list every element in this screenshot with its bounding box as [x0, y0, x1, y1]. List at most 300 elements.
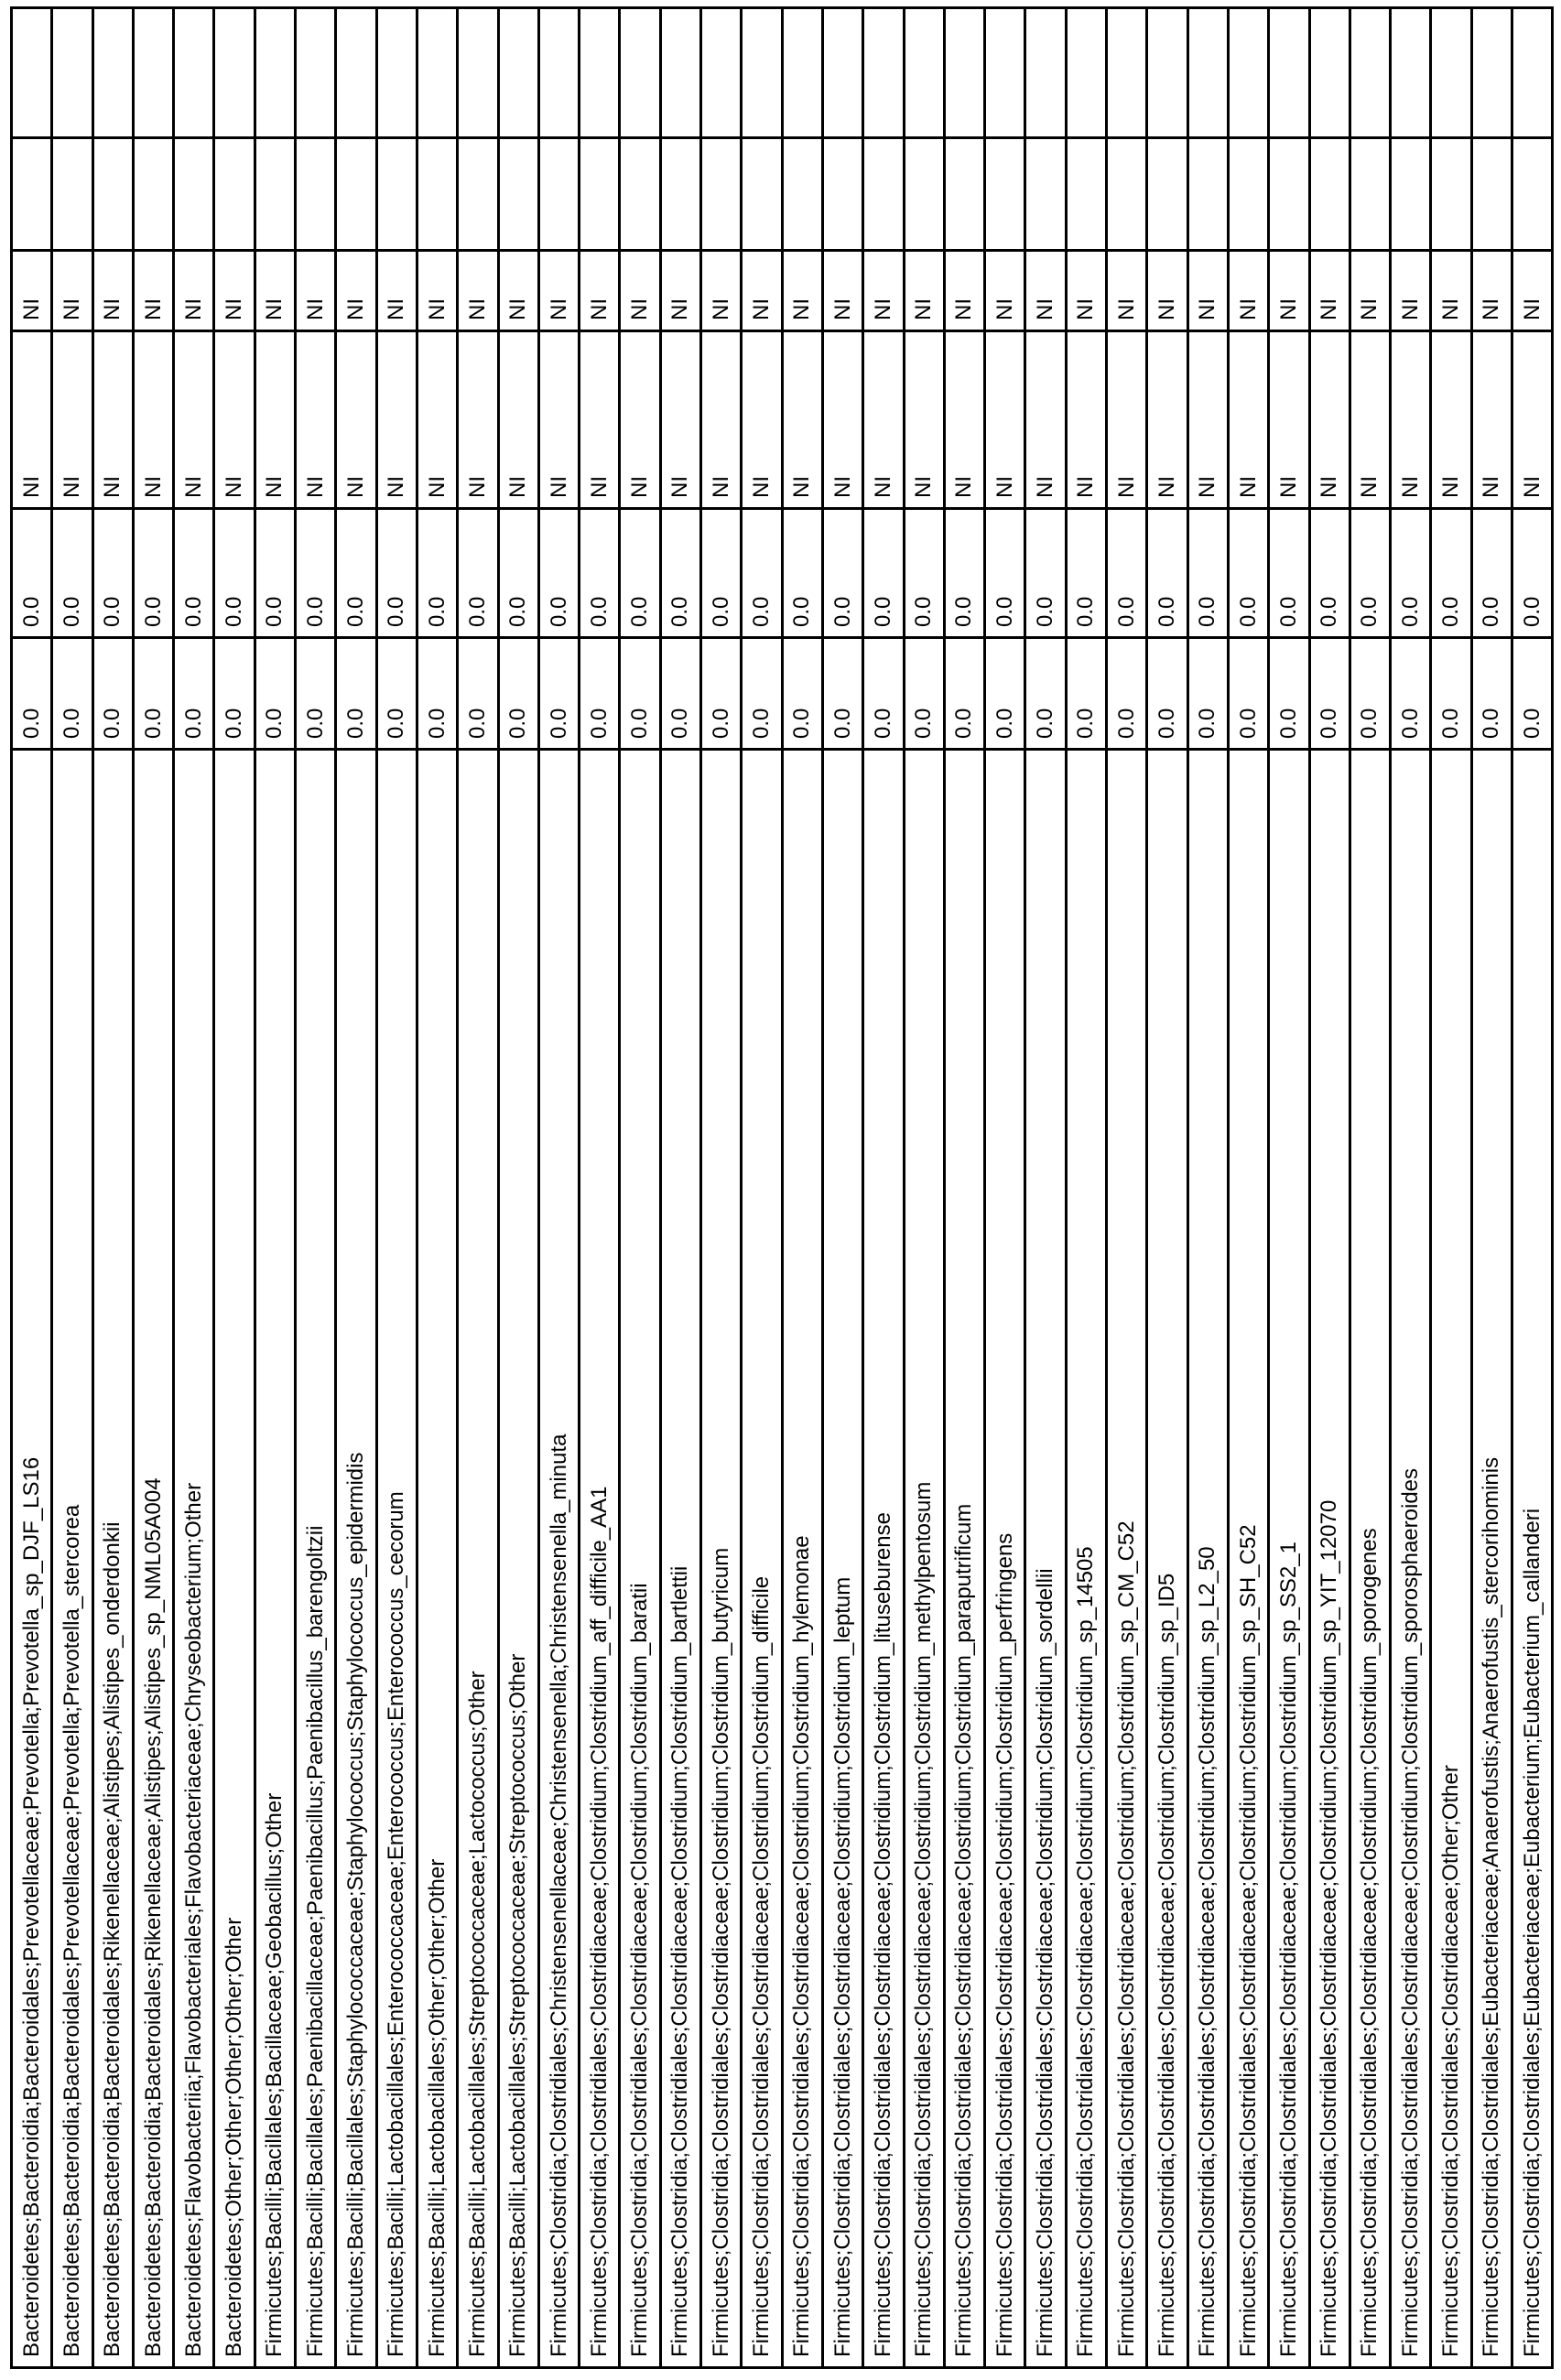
- empty-cell-1: [1309, 138, 1350, 251]
- ni-cell-2: NI: [660, 251, 700, 331]
- ni-cell-2: NI: [458, 251, 498, 331]
- value-cell-1: 0.0: [742, 638, 782, 750]
- taxonomy-cell: Bacteroidetes;Bacteroidia;Bacteroidales;Rikenellaceae;Alistipes;Alistipes_onderdonkii: [92, 750, 133, 2368]
- value-cell-1: 0.0: [580, 638, 620, 750]
- empty-cell-1: [580, 138, 620, 251]
- table-row: [1147, 8, 1187, 2368]
- ni-cell-2: NI: [822, 251, 862, 331]
- ni-cell-1: NI: [12, 331, 52, 509]
- value-cell-2: 0.0: [1269, 509, 1309, 638]
- ni-cell-2: NI: [336, 251, 376, 331]
- empty-cell-2: [498, 8, 538, 138]
- taxonomy-cell: Firmicutes;Clostridia;Clostridiales;Clostridiaceae;Clostridium;Clostridium_bartlettii: [660, 750, 700, 2368]
- ni-cell-1: NI: [1431, 331, 1471, 509]
- ni-cell-1: NI: [498, 331, 538, 509]
- value-cell-2: 0.0: [1107, 509, 1147, 638]
- value-cell-2: 0.0: [417, 509, 457, 638]
- value-cell-2: 0.0: [742, 509, 782, 638]
- empty-cell-2: [1269, 8, 1309, 138]
- taxonomy-cell: Firmicutes;Clostridia;Clostridiales;Clostridiaceae;Clostridium;Clostridium_sp_SS2_1: [1269, 750, 1309, 2368]
- table-row: [863, 8, 904, 2368]
- ni-cell-1: NI: [1309, 331, 1350, 509]
- value-cell-2: 0.0: [1350, 509, 1390, 638]
- empty-cell-1: [52, 138, 92, 251]
- empty-cell-1: [1431, 138, 1471, 251]
- ni-cell-1: NI: [620, 331, 660, 509]
- empty-cell-2: [1025, 8, 1066, 138]
- taxonomy-cell: Firmicutes;Clostridia;Clostridiales;Clostridiaceae;Clostridium;Clostridium_leptum: [822, 750, 862, 2368]
- taxonomy-table: [10, 6, 1554, 2369]
- table-row: [1431, 8, 1471, 2368]
- ni-cell-2: NI: [1431, 251, 1471, 331]
- empty-cell-2: [12, 8, 52, 138]
- value-cell-1: 0.0: [174, 638, 214, 750]
- ni-cell-2: NI: [52, 251, 92, 331]
- ni-cell-1: NI: [944, 331, 984, 509]
- ni-cell-1: NI: [822, 331, 862, 509]
- ni-cell-1: NI: [214, 331, 255, 509]
- empty-cell-1: [1107, 138, 1147, 251]
- taxonomy-cell: Bacteroidetes;Flavobacteriia;Flavobacteriales;Flavobacteriaceae;Chryseobacterium;Other: [174, 750, 214, 2368]
- value-cell-2: 0.0: [52, 509, 92, 638]
- empty-cell-1: [822, 138, 862, 251]
- value-cell-2: 0.0: [660, 509, 700, 638]
- value-cell-1: 0.0: [1391, 638, 1431, 750]
- value-cell-1: 0.0: [660, 638, 700, 750]
- value-cell-1: 0.0: [1187, 638, 1228, 750]
- table-row: [944, 8, 984, 2368]
- value-cell-1: 0.0: [417, 638, 457, 750]
- taxonomy-cell: Firmicutes;Clostridia;Clostridiales;Christensenellaceae;Christensenella;Christensenella_minuta: [538, 750, 579, 2368]
- ni-cell-2: NI: [133, 251, 173, 331]
- value-cell-1: 0.0: [376, 638, 417, 750]
- table-row: [782, 8, 822, 2368]
- value-cell-2: 0.0: [1471, 509, 1512, 638]
- ni-cell-2: NI: [538, 251, 579, 331]
- value-cell-1: 0.0: [1147, 638, 1187, 750]
- taxonomy-cell: Firmicutes;Clostridia;Clostridiales;Clostridiaceae;Clostridium;Clostridium_methylpentosum: [904, 750, 944, 2368]
- ni-cell-1: NI: [1391, 331, 1431, 509]
- value-cell-1: 0.0: [214, 638, 255, 750]
- value-cell-1: 0.0: [296, 638, 336, 750]
- empty-cell-2: [742, 8, 782, 138]
- empty-cell-2: [1107, 8, 1147, 138]
- empty-cell-2: [1187, 8, 1228, 138]
- table-row: [701, 8, 742, 2368]
- empty-cell-1: [92, 138, 133, 251]
- ni-cell-1: NI: [904, 331, 944, 509]
- empty-cell-1: [133, 138, 173, 251]
- ni-cell-2: NI: [296, 251, 336, 331]
- value-cell-1: 0.0: [498, 638, 538, 750]
- taxonomy-cell: Firmicutes;Bacilli;Lactobacillales;Other;Other;Other: [417, 750, 457, 2368]
- table-row: [660, 8, 700, 2368]
- value-cell-2: 0.0: [214, 509, 255, 638]
- value-cell-1: 0.0: [92, 638, 133, 750]
- empty-cell-2: [1228, 8, 1268, 138]
- table-row: [12, 8, 52, 2368]
- ni-cell-1: NI: [782, 331, 822, 509]
- empty-cell-1: [1350, 138, 1390, 251]
- value-cell-1: 0.0: [1269, 638, 1309, 750]
- empty-cell-2: [782, 8, 822, 138]
- empty-cell-2: [1147, 8, 1187, 138]
- empty-cell-1: [255, 138, 295, 251]
- empty-cell-1: [1228, 138, 1268, 251]
- ni-cell-1: NI: [52, 331, 92, 509]
- empty-cell-2: [944, 8, 984, 138]
- taxonomy-cell: Firmicutes;Bacilli;Lactobacillales;Streptococcaceae;Streptococcus;Other: [498, 750, 538, 2368]
- value-cell-2: 0.0: [1147, 509, 1187, 638]
- empty-cell-2: [1431, 8, 1471, 138]
- table-row: [174, 8, 214, 2368]
- ni-cell-2: NI: [1471, 251, 1512, 331]
- value-cell-2: 0.0: [985, 509, 1025, 638]
- value-cell-1: 0.0: [52, 638, 92, 750]
- taxonomy-cell: Bacteroidetes;Bacteroidia;Bacteroidales;Prevotellaceae;Prevotella;Prevotella_stercorea: [52, 750, 92, 2368]
- value-cell-1: 0.0: [255, 638, 295, 750]
- ni-cell-1: NI: [1512, 331, 1552, 509]
- empty-cell-2: [1471, 8, 1512, 138]
- taxonomy-cell: Firmicutes;Clostridia;Clostridiales;Clostridiaceae;Clostridium;Clostridium_sp_14505: [1066, 750, 1106, 2368]
- table-row: [1512, 8, 1552, 2368]
- value-cell-2: 0.0: [1066, 509, 1106, 638]
- empty-cell-2: [620, 8, 660, 138]
- taxonomy-cell: Firmicutes;Clostridia;Clostridiales;Clostridiaceae;Clostridium;Clostridium_butyricum: [701, 750, 742, 2368]
- ni-cell-1: NI: [1187, 331, 1228, 509]
- table-row: [1025, 8, 1066, 2368]
- table-row: [498, 8, 538, 2368]
- ni-cell-2: NI: [1391, 251, 1431, 331]
- value-cell-2: 0.0: [944, 509, 984, 638]
- ni-cell-1: NI: [174, 331, 214, 509]
- ni-cell-2: NI: [1269, 251, 1309, 331]
- ni-cell-1: NI: [863, 331, 904, 509]
- ni-cell-2: NI: [1107, 251, 1147, 331]
- value-cell-2: 0.0: [580, 509, 620, 638]
- value-cell-2: 0.0: [1512, 509, 1552, 638]
- empty-cell-1: [1269, 138, 1309, 251]
- value-cell-2: 0.0: [904, 509, 944, 638]
- empty-cell-2: [376, 8, 417, 138]
- ni-cell-2: NI: [580, 251, 620, 331]
- value-cell-1: 0.0: [782, 638, 822, 750]
- taxonomy-cell: Bacteroidetes;Other;Other;Other;Other;Other: [214, 750, 255, 2368]
- empty-cell-2: [1391, 8, 1431, 138]
- value-cell-2: 0.0: [538, 509, 579, 638]
- empty-cell-2: [904, 8, 944, 138]
- ni-cell-1: NI: [1471, 331, 1512, 509]
- empty-cell-1: [538, 138, 579, 251]
- taxonomy-cell: Firmicutes;Clostridia;Clostridiales;Clostridiaceae;Clostridium;Clostridium_aff_difficile_AA1: [580, 750, 620, 2368]
- value-cell-2: 0.0: [376, 509, 417, 638]
- value-cell-2: 0.0: [174, 509, 214, 638]
- taxonomy-cell: Firmicutes;Clostridia;Clostridiales;Clostridiaceae;Clostridium;Clostridium_sp_L2_50: [1187, 750, 1228, 2368]
- ni-cell-2: NI: [1147, 251, 1187, 331]
- empty-cell-2: [52, 8, 92, 138]
- ni-cell-2: NI: [174, 251, 214, 331]
- value-cell-1: 0.0: [1228, 638, 1268, 750]
- empty-cell-1: [336, 138, 376, 251]
- ni-cell-1: NI: [255, 331, 295, 509]
- empty-cell-1: [944, 138, 984, 251]
- ni-cell-2: NI: [214, 251, 255, 331]
- table-row: [92, 8, 133, 2368]
- ni-cell-1: NI: [742, 331, 782, 509]
- value-cell-2: 0.0: [863, 509, 904, 638]
- empty-cell-1: [458, 138, 498, 251]
- empty-cell-2: [1512, 8, 1552, 138]
- value-cell-1: 0.0: [1471, 638, 1512, 750]
- empty-cell-2: [1066, 8, 1106, 138]
- value-cell-1: 0.0: [458, 638, 498, 750]
- empty-cell-2: [985, 8, 1025, 138]
- table-row: [1309, 8, 1350, 2368]
- taxonomy-cell: Firmicutes;Clostridia;Clostridiales;Clostridiaceae;Clostridium;Clostridium_paraputrificum: [944, 750, 984, 2368]
- taxonomy-cell: Firmicutes;Bacilli;Lactobacillales;Enterococcaceae;Enterococcus;Enterococcus_cecorum: [376, 750, 417, 2368]
- value-cell-2: 0.0: [1187, 509, 1228, 638]
- empty-cell-1: [904, 138, 944, 251]
- value-cell-2: 0.0: [92, 509, 133, 638]
- value-cell-2: 0.0: [1309, 509, 1350, 638]
- empty-cell-2: [660, 8, 700, 138]
- empty-cell-2: [133, 8, 173, 138]
- value-cell-2: 0.0: [782, 509, 822, 638]
- value-cell-2: 0.0: [296, 509, 336, 638]
- empty-cell-2: [1350, 8, 1390, 138]
- ni-cell-2: NI: [985, 251, 1025, 331]
- value-cell-1: 0.0: [1350, 638, 1390, 750]
- table-row: [296, 8, 336, 2368]
- ni-cell-1: NI: [1350, 331, 1390, 509]
- ni-cell-2: NI: [1066, 251, 1106, 331]
- value-cell-2: 0.0: [701, 509, 742, 638]
- ni-cell-1: NI: [417, 331, 457, 509]
- ni-cell-2: NI: [376, 251, 417, 331]
- ni-cell-1: NI: [133, 331, 173, 509]
- ni-cell-2: NI: [498, 251, 538, 331]
- empty-cell-1: [417, 138, 457, 251]
- ni-cell-2: NI: [701, 251, 742, 331]
- value-cell-2: 0.0: [1431, 509, 1471, 638]
- table-row: [214, 8, 255, 2368]
- table-row: [1066, 8, 1106, 2368]
- empty-cell-2: [255, 8, 295, 138]
- taxonomy-cell: Firmicutes;Clostridia;Clostridiales;Clostridiaceae;Other;Other: [1431, 750, 1471, 2368]
- value-cell-1: 0.0: [620, 638, 660, 750]
- table-row: [1107, 8, 1147, 2368]
- empty-cell-1: [1025, 138, 1066, 251]
- table-row: [458, 8, 498, 2368]
- value-cell-2: 0.0: [1025, 509, 1066, 638]
- ni-cell-2: NI: [255, 251, 295, 331]
- ni-cell-1: NI: [701, 331, 742, 509]
- value-cell-2: 0.0: [1391, 509, 1431, 638]
- ni-cell-1: NI: [985, 331, 1025, 509]
- table-row: [538, 8, 579, 2368]
- taxonomy-cell: Firmicutes;Clostridia;Clostridiales;Clostridiaceae;Clostridium;Clostridium_perfringens: [985, 750, 1025, 2368]
- empty-cell-1: [1391, 138, 1431, 251]
- empty-cell-2: [580, 8, 620, 138]
- table-body: [12, 8, 1553, 2368]
- taxonomy-cell: Firmicutes;Clostridia;Clostridiales;Eubacteriaceae;Eubacterium;Eubacterium_callanderi: [1512, 750, 1552, 2368]
- ni-cell-2: NI: [1025, 251, 1066, 331]
- empty-cell-1: [701, 138, 742, 251]
- table-row: [336, 8, 376, 2368]
- empty-cell-1: [1187, 138, 1228, 251]
- table-row: [985, 8, 1025, 2368]
- table-row: [133, 8, 173, 2368]
- ni-cell-2: NI: [92, 251, 133, 331]
- value-cell-1: 0.0: [985, 638, 1025, 750]
- empty-cell-1: [863, 138, 904, 251]
- taxonomy-cell: Firmicutes;Clostridia;Clostridiales;Clostridiaceae;Clostridium;Clostridium_sordellii: [1025, 750, 1066, 2368]
- ni-cell-1: NI: [1066, 331, 1106, 509]
- ni-cell-1: NI: [1147, 331, 1187, 509]
- ni-cell-1: NI: [458, 331, 498, 509]
- value-cell-1: 0.0: [701, 638, 742, 750]
- taxonomy-cell: Bacteroidetes;Bacteroidia;Bacteroidales;Prevotellaceae;Prevotella;Prevotella_sp_DJF_LS16: [12, 750, 52, 2368]
- taxonomy-cell: Firmicutes;Clostridia;Clostridiales;Eubacteriaceae;Anaerofustis;Anaerofustis_stercorihominis: [1471, 750, 1512, 2368]
- taxonomy-cell: Firmicutes;Bacilli;Bacillales;Paenibacillaceae;Paenibacillus;Paenibacillus_barengoltzii: [296, 750, 336, 2368]
- table-row: [580, 8, 620, 2368]
- ni-cell-1: NI: [1269, 331, 1309, 509]
- value-cell-1: 0.0: [1107, 638, 1147, 750]
- taxonomy-cell: Firmicutes;Clostridia;Clostridiales;Clostridiaceae;Clostridium;Clostridium_sp_ID5: [1147, 750, 1187, 2368]
- value-cell-1: 0.0: [133, 638, 173, 750]
- ni-cell-1: NI: [376, 331, 417, 509]
- value-cell-1: 0.0: [1512, 638, 1552, 750]
- rotated-table-container: [10, 9, 1552, 2369]
- empty-cell-1: [1147, 138, 1187, 251]
- ni-cell-2: NI: [1350, 251, 1390, 331]
- empty-cell-1: [660, 138, 700, 251]
- value-cell-2: 0.0: [255, 509, 295, 638]
- table-row: [417, 8, 457, 2368]
- taxonomy-cell: Firmicutes;Clostridia;Clostridiales;Clostridiaceae;Clostridium;Clostridium_hylemonae: [782, 750, 822, 2368]
- taxonomy-cell: Firmicutes;Bacilli;Lactobacillales;Streptococcaceae;Lactococcus;Other: [458, 750, 498, 2368]
- taxonomy-cell: Firmicutes;Bacilli;Bacillales;Bacillaceae;Geobacillus;Other: [255, 750, 295, 2368]
- table-row: [255, 8, 295, 2368]
- taxonomy-cell: Firmicutes;Clostridia;Clostridiales;Clostridiaceae;Clostridium;Clostridium_sp_YIT_12070: [1309, 750, 1350, 2368]
- empty-cell-2: [701, 8, 742, 138]
- ni-cell-2: NI: [1309, 251, 1350, 331]
- value-cell-2: 0.0: [620, 509, 660, 638]
- ni-cell-2: NI: [1187, 251, 1228, 331]
- value-cell-1: 0.0: [1431, 638, 1471, 750]
- table-row: [1269, 8, 1309, 2368]
- ni-cell-1: NI: [580, 331, 620, 509]
- ni-cell-2: NI: [742, 251, 782, 331]
- empty-cell-2: [214, 8, 255, 138]
- value-cell-2: 0.0: [458, 509, 498, 638]
- empty-cell-2: [822, 8, 862, 138]
- table-row: [904, 8, 944, 2368]
- taxonomy-cell: Bacteroidetes;Bacteroidia;Bacteroidales;Rikenellaceae;Alistipes;Alistipes_sp_NML05A004: [133, 750, 173, 2368]
- empty-cell-1: [1512, 138, 1552, 251]
- empty-cell-1: [214, 138, 255, 251]
- taxonomy-cell: Firmicutes;Clostridia;Clostridiales;Clostridiaceae;Clostridium;Clostridium_sporogenes: [1350, 750, 1390, 2368]
- value-cell-2: 0.0: [822, 509, 862, 638]
- table-row: [1228, 8, 1268, 2368]
- table-row: [822, 8, 862, 2368]
- ni-cell-2: NI: [12, 251, 52, 331]
- empty-cell-2: [296, 8, 336, 138]
- ni-cell-1: NI: [660, 331, 700, 509]
- empty-cell-2: [417, 8, 457, 138]
- ni-cell-2: NI: [782, 251, 822, 331]
- table-row: [1471, 8, 1512, 2368]
- table-row: [376, 8, 417, 2368]
- empty-cell-2: [1309, 8, 1350, 138]
- value-cell-2: 0.0: [133, 509, 173, 638]
- ni-cell-1: NI: [1228, 331, 1268, 509]
- ni-cell-1: NI: [296, 331, 336, 509]
- empty-cell-1: [296, 138, 336, 251]
- taxonomy-cell: Firmicutes;Clostridia;Clostridiales;Clostridiaceae;Clostridium;Clostridium_difficile: [742, 750, 782, 2368]
- empty-cell-1: [174, 138, 214, 251]
- taxonomy-cell: Firmicutes;Clostridia;Clostridiales;Clostridiaceae;Clostridium;Clostridium_lituseburense: [863, 750, 904, 2368]
- taxonomy-cell: Firmicutes;Clostridia;Clostridiales;Clostridiaceae;Clostridium;Clostridium_sp_SH_C52: [1228, 750, 1268, 2368]
- empty-cell-1: [742, 138, 782, 251]
- empty-cell-2: [336, 8, 376, 138]
- empty-cell-2: [863, 8, 904, 138]
- table-row: [1391, 8, 1431, 2368]
- ni-cell-2: NI: [1228, 251, 1268, 331]
- empty-cell-2: [538, 8, 579, 138]
- table-row: [52, 8, 92, 2368]
- empty-cell-1: [782, 138, 822, 251]
- taxonomy-cell: Firmicutes;Clostridia;Clostridiales;Clostridiaceae;Clostridium;Clostridium_sp_CM_C52: [1107, 750, 1147, 2368]
- taxonomy-cell: Firmicutes;Bacilli;Bacillales;Staphylococcaceae;Staphylococcus;Staphylococcus_epidermidis: [336, 750, 376, 2368]
- empty-cell-1: [985, 138, 1025, 251]
- value-cell-1: 0.0: [538, 638, 579, 750]
- value-cell-1: 0.0: [1309, 638, 1350, 750]
- empty-cell-2: [174, 8, 214, 138]
- table-row: [742, 8, 782, 2368]
- ni-cell-2: NI: [944, 251, 984, 331]
- empty-cell-2: [458, 8, 498, 138]
- ni-cell-1: NI: [1107, 331, 1147, 509]
- table-row: [620, 8, 660, 2368]
- ni-cell-1: NI: [336, 331, 376, 509]
- value-cell-1: 0.0: [1025, 638, 1066, 750]
- table-row: [1350, 8, 1390, 2368]
- value-cell-2: 0.0: [498, 509, 538, 638]
- ni-cell-1: NI: [538, 331, 579, 509]
- value-cell-1: 0.0: [336, 638, 376, 750]
- ni-cell-2: NI: [904, 251, 944, 331]
- ni-cell-2: NI: [620, 251, 660, 331]
- value-cell-1: 0.0: [1066, 638, 1106, 750]
- value-cell-1: 0.0: [863, 638, 904, 750]
- value-cell-1: 0.0: [904, 638, 944, 750]
- ni-cell-2: NI: [863, 251, 904, 331]
- empty-cell-1: [620, 138, 660, 251]
- value-cell-2: 0.0: [336, 509, 376, 638]
- value-cell-1: 0.0: [822, 638, 862, 750]
- table-row: [1187, 8, 1228, 2368]
- ni-cell-1: NI: [1025, 331, 1066, 509]
- ni-cell-1: NI: [92, 331, 133, 509]
- ni-cell-2: NI: [1512, 251, 1552, 331]
- ni-cell-2: NI: [417, 251, 457, 331]
- value-cell-1: 0.0: [12, 638, 52, 750]
- taxonomy-cell: Firmicutes;Clostridia;Clostridiales;Clostridiaceae;Clostridium;Clostridium_sporosphaeroides: [1391, 750, 1431, 2368]
- empty-cell-1: [376, 138, 417, 251]
- value-cell-1: 0.0: [944, 638, 984, 750]
- empty-cell-1: [1471, 138, 1512, 251]
